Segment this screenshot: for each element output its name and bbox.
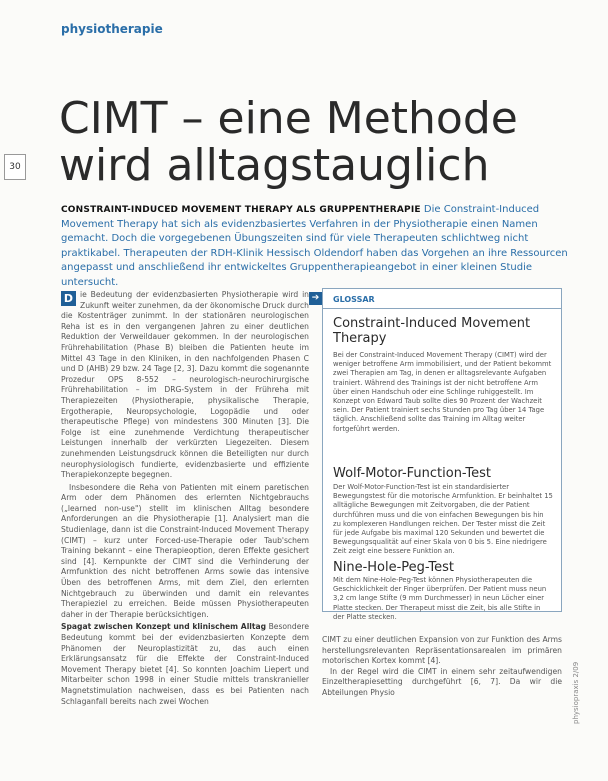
arrow-right-icon: ➔	[309, 292, 322, 305]
lead-text: Die Constraint-Induced Movement Therapy hat sich als evidenzbasiertes Verfahren in der Physiotherapie einen Namen gemacht. Doch die vorgegebenen Übungszeiten sind für viele Therapeuten schlichtweg nicht praktikabel. Therapeuten der RDH-Klinik Hessisch Oldendorf haben das Vorgehen an ihre Ressourcen angepasst und anschließend ihr entwickeltes Gruppentherapieangebot in einer kleinen Studie untersucht.	[61, 204, 568, 288]
article-lead	[61, 203, 581, 290]
section-label-part2: therapie	[105, 22, 163, 36]
body-column-right	[322, 635, 562, 699]
glossar-entry-title: Wolf-Motor-Function-Test	[333, 466, 492, 481]
body-p1-text: ie Bedeutung der evidenzbasierten Physiotherapie wird in Zukunft weiter zunehmen, da der ökonomische Druck durch die Kostenträger zunimmt. In der stationären neurologischen Reha ist es in den vergangenen Jahren zu einer deutlichen Reduktion der Verweildauer gekommen. In der neurologischen Frührehabilitation (Phase B) bleiben die Patienten heute im Mittel 43 Tage in den Kliniken, in den nachfolgenden Phasen C und D (AHB) 29 bzw. 24 Tage [2, 3]. Dazu kommt die sogenannte Prozedur OPS 8-552 – neurologisch-neurochirurgische Frührehabilitation – im DRG-System in der Frühreha mit Therapiezeiten (Physiotherapie, physikalische Therapie, Ergotherapie, Neuropsychologie, Logopädie und oder therapeutische Pflege) von mindestens 300 Minuten [3]. Die Folge ist eine zunehmende Verdichtung therapeutischer Leistungen innerhalb der verkürzten Liegezeiten. Diesem zunehmenden Leistungsdruck können die Beteiligten nur durch neurophysiologisch fundierte, evidenzbasierte und effiziente Therapiekonzepte begegnen.	[61, 290, 309, 480]
glossar-label: GLOSSAR	[333, 295, 375, 304]
glossar-entry-text: Mit dem Nine-Hole-Peg-Test können Physiotherapeuten die Geschicklichkeit der Finger überprüfen. Der Patient muss neun 3,2 cm lange Stifte (9 mm Durchmesser) in neun Löcher einer Platte stecken. Der Therapeut misst die Zeit, bis alle Stifte in der Platte stecken.	[333, 576, 547, 621]
glossar-divider	[323, 308, 561, 309]
glossar-entry-title: Nine-Hole-Peg-Test	[333, 560, 455, 575]
section-label-part1: physio	[61, 22, 106, 36]
glossar-entry-text: Bei der Constraint-Induced Movement Therapy (CIMT) wird der weniger betroffene Arm immobilisiert, und der Patient bekommt zwei Therapien am Tag, in denen er alltagsrelevante Aufgaben trainiert. Während des Trainings ist der nicht betroffene Arm über einen Handschuh oder eine Schlinge ruhiggestellt. Im Konzept von Edward Taub sollte dies 90 Prozent der Wachzeit sein. Der Patient trainiert sechs Stunden pro Tag über 14 Tage täglich. Anschließend sollte das Training im Alltag weiter fortgeführt werden.	[333, 351, 552, 433]
side-note: physiopraxis 2/09	[572, 661, 580, 724]
body-column-left	[61, 290, 309, 709]
glossar-box	[311, 288, 562, 621]
body-paragraph-2: Insbesondere die Reha von Patienten mit einem paretischen Arm oder dem Phänomen des erlernten Nichtgebrauchs („learned non-use") stellt im klinischen Alltag besondere Anforderungen an die Physiotherapie [1]. Analysiert man die Studienlage, dann ist die Constraint-Induced Movement Therapy (CIMT) – kurz unter Forced-use-Therapie oder Taub'schem Training bekannt – eine Therapieoption, deren Effekte gesichert sind [4]. Kernpunkte der CIMT sind die Verhinderung der Armfunktion des nicht betroffenen Arms sowie das intensive Üben des betroffenen Arms, mit dem Ziel, den erlernten Nichtgebrauch zu überwinden und damit ein relevantes Therapieziel zu erreichen. Beide müssen Physiotherapeuten daher in der Therapie berücksichtigen.	[61, 482, 309, 619]
lead-caps: CONSTRAINT-INDUCED MOVEMENT THERAPY ALS GRUPPENTHERAPIE	[61, 205, 421, 215]
body-paragraph-1	[61, 290, 309, 481]
page-number: 30	[4, 154, 26, 180]
right-paragraph-1: CIMT zu einer deutlichen Expansion von zur Funktion des Arms herstellungsrelevanten Repräsentationsarealen im primären motorischen Kortex kommt [4].	[322, 635, 562, 666]
body-p3-text: Besondere Bedeutung kommt bei der evidenzbasierten Konzepte dem Phänomen der Neuroplastizität zu, das auch einen Erklärungsansatz für die Effekte der Constraint-Induced Movement Therapy bietet [4]. So konnten Joachim Liepert und Mitarbeiter schon 1998 in einer Studie mittels transkranieller Magnetstimulation nachweisen, dass es bei Patienten nach Schlaganfall bereits nach zwei Wochen	[61, 622, 309, 706]
article-title: CIMT – eine Methode wird alltagstauglich	[59, 93, 518, 191]
right-paragraph-2: In der Regel wird die CIMT in einem sehr zeitaufwendigen Einzeltherapiesetting durchgeführt [6, 7]. Da wir die Abteilungen Physio	[322, 666, 562, 697]
body-paragraph-3	[61, 622, 309, 707]
drop-cap: D	[61, 291, 76, 306]
body-subhead: Spagat zwischen Konzept und klinischem Alltag	[61, 622, 267, 632]
glossar-entry-title: Constraint-Induced Movement Therapy	[333, 316, 531, 346]
section-label	[61, 22, 163, 36]
glossar-entry-text: Der Wolf-Motor-Function-Test ist ein standardisierter Bewegungstest für die motorische Armfunktion. Er beinhaltet 15 alltägliche Bewegungen mit Zeitvorgaben, die der Patient durchführen muss und die von einfachen Bewegungen bis hin zu komplexeren Handlungen reichen. Der Tester misst die Zeit für jede Aufgabe bis maximal 120 Sekunden und bewertet die Bewegungsqualität auf einer Skala von 0 bis 5. Eine niedrigere Zeit zeigt eine bessere Funktion an.	[333, 483, 553, 556]
